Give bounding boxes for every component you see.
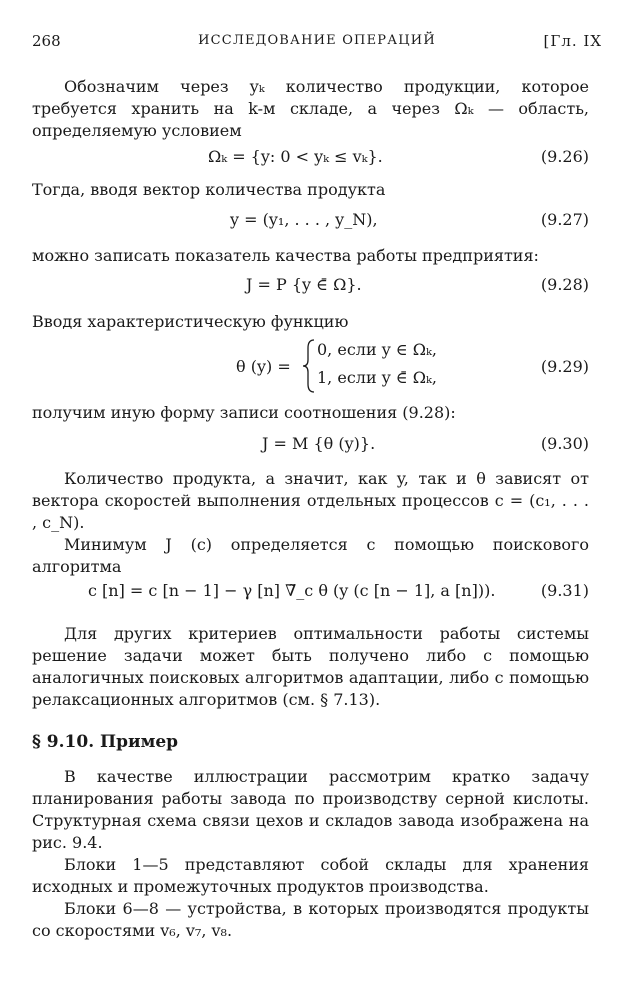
chapter-marker: [Гл. IX	[543, 32, 602, 50]
paragraph-example: В качестве иллюстрации рассмотрим кратко задачу планирования работы завода по производству серной кислоты. Структурная схема связи цехов и складов завода изображена на рис. 9.4.	[32, 767, 589, 852]
equation-case-1: 0, если y ∈ Ωₖ,	[317, 340, 437, 359]
paragraph-other-criteria: Для других критериев оптимальности работы системы решение задачи может быть получено либо с помощью аналогичных поисковых алгоритмов адаптации, либо с помощью релаксационных алгоритмов (см. § 7.13).	[32, 624, 589, 709]
paragraph-minimum: Минимум J (c) определяется с помощью поискового алгоритма	[32, 535, 589, 576]
equation-formula: y = (y₁, . . . , y_N),	[230, 210, 378, 229]
running-header	[32, 32, 602, 54]
section-heading: § 9.10. Пример	[32, 732, 179, 752]
running-title: ИССЛЕДОВАНИЕ ОПЕРАЦИЙ	[198, 33, 436, 48]
equation-number: (9.26)	[540, 147, 589, 166]
paragraph-vector: Тогда, вводя вектор количества продукта	[32, 180, 386, 199]
equation-formula: c [n] = c [n − 1] − γ [n] ∇̃_c θ (y (c [n − 1], a [n])).	[88, 581, 496, 600]
paragraph-blocks-6-8: Блоки 6—8 — устройства, в которых производятся продукты со скоростями v₆, v₇, v₈.	[32, 899, 589, 940]
paragraph-quality: можно записать показатель качества работы предприятия:	[32, 246, 539, 265]
equation-number: (9.28)	[540, 275, 589, 294]
equation-lhs: θ (y) =	[236, 357, 291, 376]
paragraph-characteristic: Вводя характеристическую функцию	[32, 312, 349, 331]
equation-9-28	[32, 272, 589, 298]
equation-9-27	[32, 207, 589, 233]
paragraph-quantity: Количество продукта, а значит, как y, так и θ зависят от вектора скоростей выполнения отдельных процессов c = (c₁, . . . , c_N).	[32, 469, 589, 532]
equation-formula: J = M {θ (y)}.	[262, 434, 376, 453]
equation-case-2: 1, если y ∈̄ Ωₖ,	[317, 368, 437, 387]
equation-9-30	[32, 431, 589, 457]
equation-number: (9.31)	[540, 581, 589, 600]
equation-formula: J = P {y ∈̄ Ω}.	[246, 275, 362, 294]
equation-number: (9.30)	[540, 434, 589, 453]
equation-9-31	[32, 578, 589, 604]
equation-9-29	[32, 338, 589, 398]
page-number: 268	[32, 32, 61, 50]
equation-9-26	[32, 144, 589, 170]
paragraph-intro: Обозначим через yₖ количество продукции, которое требуется хранить на k-м складе, а через Ωₖ — область, определяемую условием	[32, 77, 589, 140]
equation-formula: Ωₖ = {y: 0 < yₖ ≤ vₖ}.	[208, 147, 383, 166]
equation-number: (9.27)	[540, 210, 589, 229]
paragraph-blocks-1-5: Блоки 1—5 представляют собой склады для хранения исходных и промежуточных продуктов производства.	[32, 855, 589, 896]
left-brace-icon	[302, 338, 316, 394]
paragraph-alt-form: получим иную форму записи соотношения (9.28):	[32, 403, 456, 422]
equation-number: (9.29)	[540, 357, 589, 376]
